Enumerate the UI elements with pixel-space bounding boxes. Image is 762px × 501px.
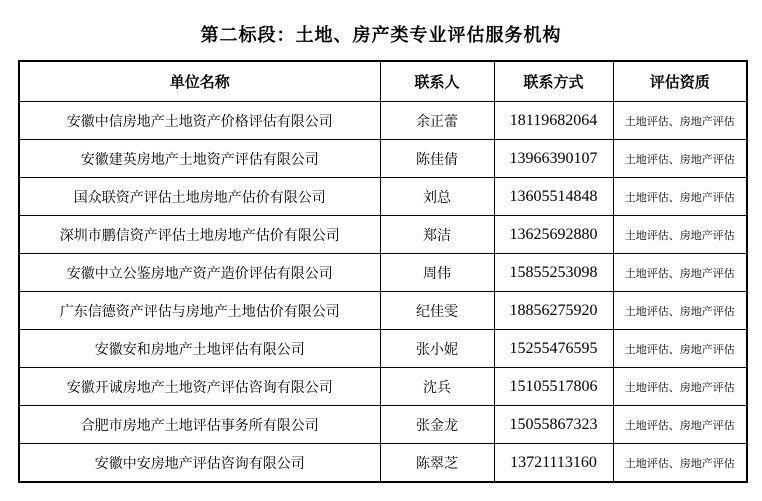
contact-cell: 沈兵 xyxy=(380,368,494,406)
phone-cell: 13625692880 xyxy=(494,216,613,254)
qualification-cell: 土地评估、房地产评估 xyxy=(613,406,747,444)
company-cell: 安徽中立公鉴房地产资产造价评估有限公司 xyxy=(19,254,380,292)
header-company-name: 单位名称 xyxy=(19,61,380,102)
phone-cell: 18119682064 xyxy=(494,102,613,140)
qualification-cell: 土地评估、房地产评估 xyxy=(613,330,747,368)
company-cell: 深圳市鹏信资产评估土地房地产估价有限公司 xyxy=(19,216,380,254)
table-row xyxy=(19,140,747,178)
company-cell: 合肥市房地产土地评估事务所有限公司 xyxy=(19,406,380,444)
contact-cell: 陈佳倩 xyxy=(380,140,494,178)
company-cell: 广东信德资产评估与房地产土地估价有限公司 xyxy=(19,292,380,330)
table-row xyxy=(19,368,747,406)
table-row xyxy=(19,444,747,483)
table-row xyxy=(19,178,747,216)
contact-cell: 周伟 xyxy=(380,254,494,292)
qualification-cell: 土地评估、房地产评估 xyxy=(613,254,747,292)
table-row xyxy=(19,292,747,330)
phone-cell: 15855253098 xyxy=(494,254,613,292)
qualification-cell: 土地评估、房地产评估 xyxy=(613,292,747,330)
company-cell: 安徽安和房地产土地评估有限公司 xyxy=(19,330,380,368)
contact-cell: 纪佳雯 xyxy=(380,292,494,330)
contact-cell: 余正蕾 xyxy=(380,102,494,140)
table-header-row xyxy=(19,61,747,102)
qualification-cell: 土地评估、房地产评估 xyxy=(613,178,747,216)
contact-cell: 张金龙 xyxy=(380,406,494,444)
table-row xyxy=(19,254,747,292)
header-contact-method: 联系方式 xyxy=(494,61,613,102)
phone-cell: 13605514848 xyxy=(494,178,613,216)
table-row xyxy=(19,330,747,368)
phone-cell: 13966390107 xyxy=(494,140,613,178)
company-cell: 国众联资产评估土地房地产估价有限公司 xyxy=(19,178,380,216)
company-cell: 安徽中信房地产土地资产价格评估有限公司 xyxy=(19,102,380,140)
table-row xyxy=(19,406,747,444)
phone-cell: 15105517806 xyxy=(494,368,613,406)
phone-cell: 13721113160 xyxy=(494,444,613,483)
company-cell: 安徽中安房地产评估咨询有限公司 xyxy=(19,444,380,483)
phone-cell: 15055867323 xyxy=(494,406,613,444)
company-cell: 安徽建英房地产土地资产评估有限公司 xyxy=(19,140,380,178)
header-appraisal-qualification: 评估资质 xyxy=(613,61,747,102)
qualification-cell: 土地评估、房地产评估 xyxy=(613,444,747,483)
appraisal-agencies-table xyxy=(18,60,748,483)
contact-cell: 陈翠芝 xyxy=(380,444,494,483)
contact-cell: 郑洁 xyxy=(380,216,494,254)
header-contact-person: 联系人 xyxy=(380,61,494,102)
contact-cell: 张小妮 xyxy=(380,330,494,368)
company-cell: 安徽开诚房地产土地资产评估咨询有限公司 xyxy=(19,368,380,406)
qualification-cell: 土地评估、房地产评估 xyxy=(613,102,747,140)
qualification-cell: 土地评估、房地产评估 xyxy=(613,216,747,254)
phone-cell: 18856275920 xyxy=(494,292,613,330)
qualification-cell: 土地评估、房地产评估 xyxy=(613,140,747,178)
phone-cell: 15255476595 xyxy=(494,330,613,368)
qualification-cell: 土地评估、房地产评估 xyxy=(613,368,747,406)
contact-cell: 刘总 xyxy=(380,178,494,216)
table-row xyxy=(19,216,747,254)
table-row xyxy=(19,102,747,140)
page-title: 第二标段：土地、房产类专业评估服务机构 xyxy=(200,25,562,45)
